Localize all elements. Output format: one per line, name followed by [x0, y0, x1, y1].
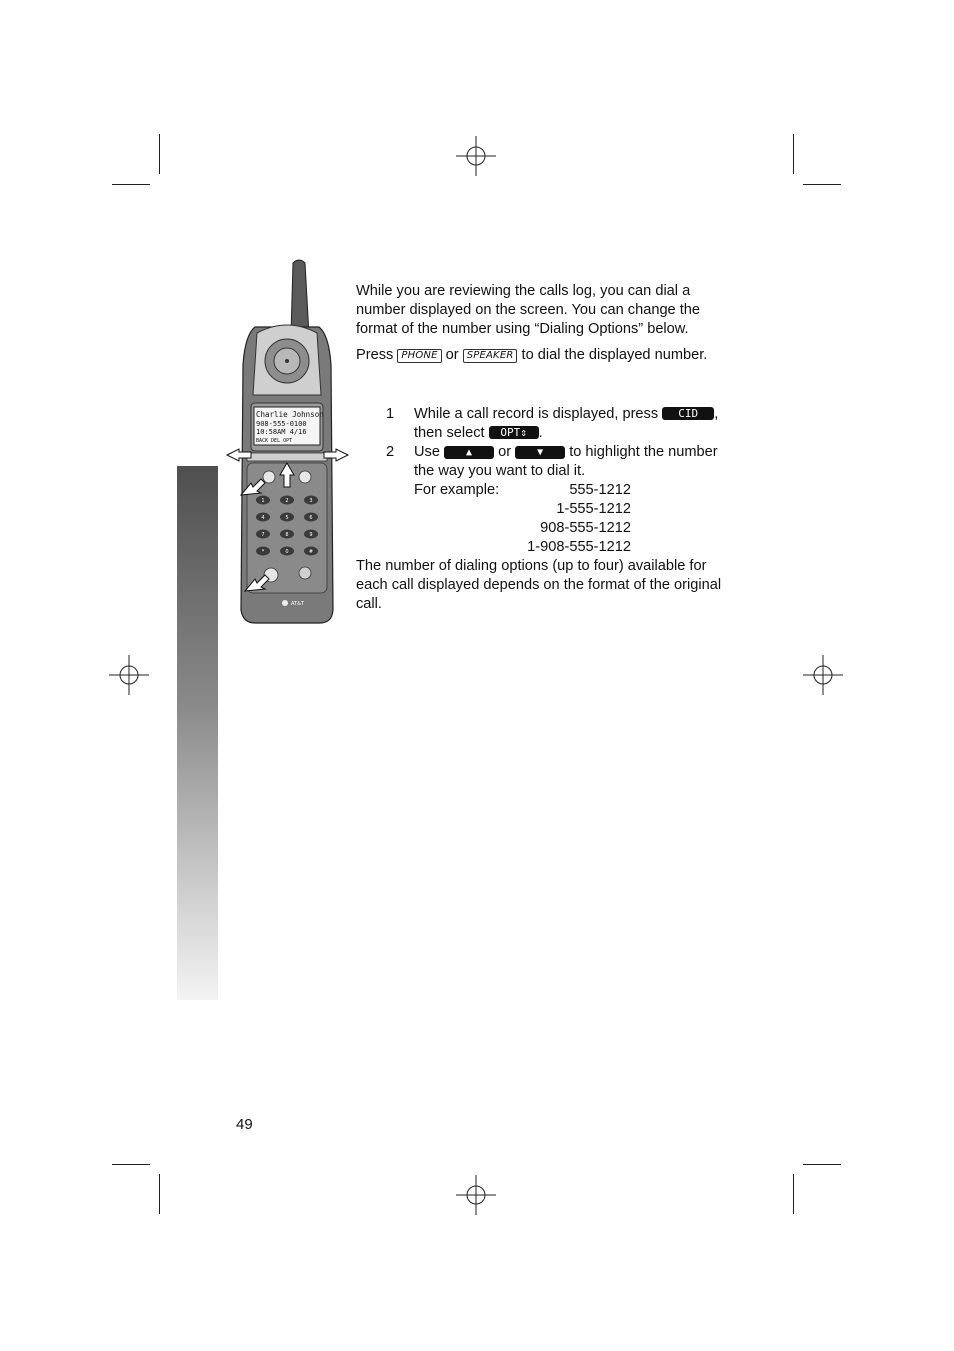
- cordless-handset-illustration: [225, 255, 350, 625]
- brand-logo-text: AT&T: [291, 601, 305, 607]
- cid-softkey: CID: [662, 407, 714, 420]
- step-text: Use: [414, 444, 440, 460]
- dialing-examples: [356, 481, 736, 557]
- key-6: 6: [309, 515, 313, 521]
- example-number: 908-555-1212: [540, 520, 631, 536]
- registration-mark: [109, 655, 149, 695]
- step-2: [356, 443, 736, 481]
- registration-mark: [456, 136, 496, 176]
- step-number: 1: [386, 406, 395, 422]
- display-softkeys: BACK DEL OPT: [256, 438, 293, 444]
- or-word: or: [498, 444, 512, 460]
- step-1: [356, 405, 736, 443]
- down-arrow-softkey: ▼: [515, 446, 565, 459]
- press-prefix: Press: [356, 347, 394, 363]
- display-line-3: 10:58AM 4/16: [256, 428, 307, 436]
- section-tab-gradient: [177, 466, 218, 1000]
- step-text: to highlight the number the way you want to dial it.: [414, 444, 718, 479]
- crop-mark: [112, 184, 150, 185]
- key-2: 2: [285, 498, 289, 504]
- step-text: .: [538, 425, 543, 441]
- step-text: then select: [414, 425, 485, 441]
- key-star: *: [261, 549, 265, 555]
- step-text: While a call record is displayed, press: [414, 406, 659, 422]
- display-line-1: Charlie Johnson: [256, 410, 324, 419]
- press-suffix: to dial the displayed number.: [521, 347, 708, 363]
- instruction-text: [356, 282, 736, 614]
- phone-key-label: PHONE: [397, 349, 441, 363]
- examples-label: For example:: [414, 482, 500, 498]
- up-arrow-softkey: ▲: [444, 446, 494, 459]
- key-5: 5: [285, 515, 289, 521]
- closing-paragraph: The number of dialing options (up to four) available for each call displayed depends on the format of the original call.: [356, 558, 722, 612]
- dialing-options-steps: [356, 405, 736, 614]
- crop-mark: [159, 134, 160, 174]
- crop-mark: [803, 184, 841, 185]
- example-number: 1-908-555-1212: [527, 539, 631, 555]
- example-number: 555-1212: [569, 482, 631, 498]
- step-body: [414, 405, 736, 443]
- key-4: 4: [261, 515, 265, 521]
- crop-mark: [793, 134, 794, 174]
- key-3: 3: [309, 498, 313, 504]
- step-number: 2: [386, 444, 395, 460]
- step-text: ,: [714, 406, 719, 422]
- crop-mark: [793, 1174, 794, 1214]
- key-8: 8: [285, 532, 289, 538]
- registration-mark: [456, 1175, 496, 1215]
- step-body: [414, 443, 736, 481]
- key-1: 1: [261, 498, 265, 504]
- key-0: 0: [285, 549, 289, 555]
- press-instruction: [356, 346, 736, 365]
- key-9: 9: [309, 532, 313, 538]
- crop-mark: [112, 1164, 150, 1165]
- or-word: or: [445, 347, 459, 363]
- key-pound: #: [308, 549, 314, 555]
- key-7: 7: [261, 532, 265, 538]
- example-number: 1-555-1212: [556, 501, 631, 517]
- opt-softkey: OPT⇕: [489, 426, 539, 439]
- crop-mark: [159, 1174, 160, 1214]
- display-line-2: 908-555-0100: [256, 420, 307, 428]
- speaker-key-label: SPEAKER: [463, 349, 518, 363]
- intro-paragraph: While you are reviewing the calls log, you can dial a number displayed on the screen. You can change the format of the number using “Dialing Options” below.: [356, 283, 701, 337]
- page-number: 49: [236, 1116, 253, 1133]
- crop-mark: [803, 1164, 841, 1165]
- registration-mark: [803, 655, 843, 695]
